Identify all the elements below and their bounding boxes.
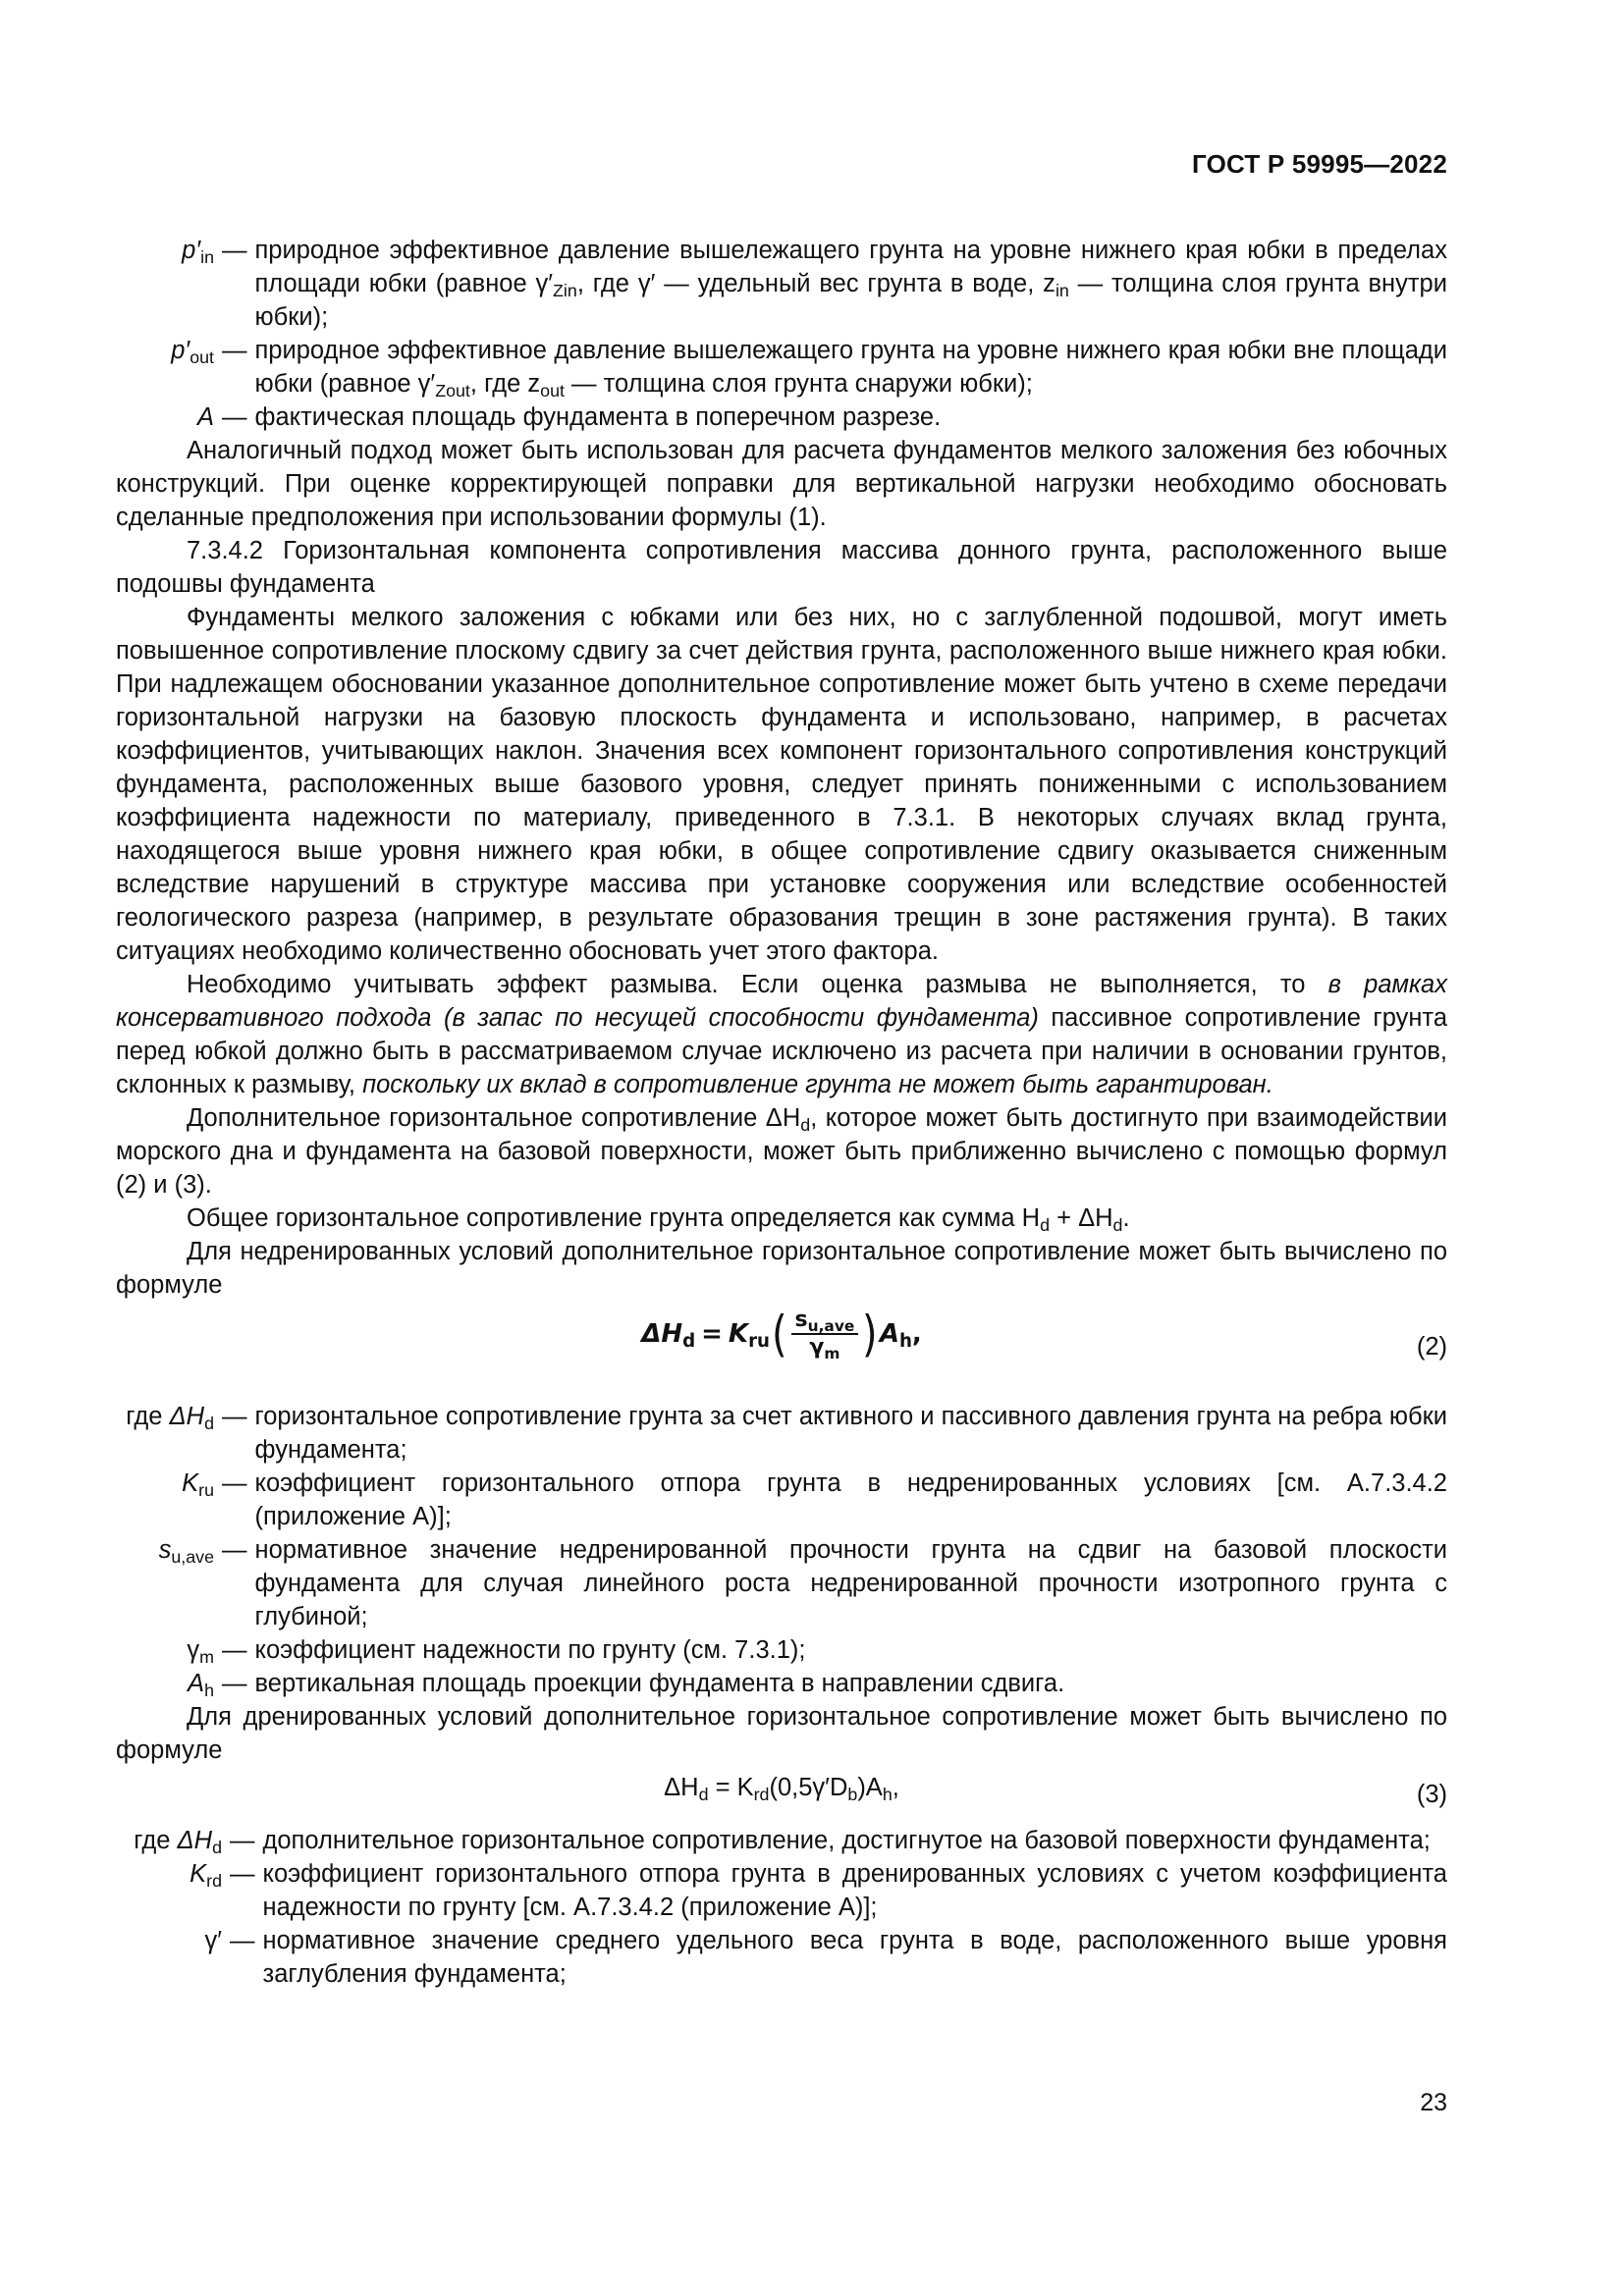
paragraph: Для дренированных условий дополнительное горизонтальное сопротивление может быть вычислено по формуле: [116, 1703, 1447, 1764]
definition-delta-hd: где $\Delta H_d$ — горизонтальное сопротивление грунта за счет активного и пассивного давления грунта на ребра юбки фундамента;: [126, 1403, 1447, 1464]
definition-text: природное эффективное давление вышележащего грунта на уровне нижнего края юбки в пределах площади юбки (равное $\gamma'_{Zin}$, где γ′ — удельный вес грунта в воде, $z_{in}$ — толщина слоя грунта внутри юбки);: [254, 237, 1447, 331]
definition-a: A — фактическая площадь фундамента в поперечном разрезе.: [196, 403, 942, 431]
paragraph: Общее горизонтальное сопротивление грунта определяется как сумма $H_d + \Delta H_d$.: [187, 1204, 1130, 1235]
definition-k-ru: $K_{ru}$ — коэффициент горизонтального отпора грунта в недренированных условиях [см. А.7.3.4.2 (приложение А)];: [182, 1469, 1447, 1530]
section-heading-7-3-4-2: 7.3.4.2 Горизонтальная компонента сопротивления массива донного грунта, расположенного выше подошвы фундамента: [116, 537, 1447, 598]
definition-s-u-ave: $s_{u,ave}$ — нормативное значение недренированной прочности грунта на сдвиг на базовой плоскости фундамента для случая линейного роста недренированной прочности изотропного грунта с глубиной;: [158, 1536, 1447, 1630]
definition-text: природное эффективное давление вышележащего грунта на уровне нижнего края юбки вне площади юбки (равное $\gamma'_{Zout}$, где $z_{out}$ — толщина слоя грунта снаружи юбки);: [254, 337, 1447, 400]
definition-gamma-m: $\gamma_m$ — коэффициент надежности по грунту (см. 7.3.1);: [187, 1636, 806, 1667]
formula-3-number: (3): [1416, 1781, 1447, 1808]
paragraph-scour: Необходимо учитывать эффект размыва. Если оценка размыва не выполняется, то в рамках консервативного подхода (в запас по несущей способности фундамента) пассивное сопротивление грунта перед юбкой должно быть в рассматриваемом случае исключено из расчета при наличии в основании грунтов, склонных к размыву, поскольку их вклад в сопротивление грунта не может быть гарантирован.: [116, 971, 1447, 1098]
formula-3: $\Delta H_d = K_{rd}(0,5\gamma'D_b)A_h$, (3): [116, 1771, 1447, 1818]
document-header: ГОСТ Р 59995—2022: [1192, 149, 1447, 179]
definition-delta-hd-3: где $\Delta H_d$ — дополнительное горизонтальное сопротивление, достигнутое на базовой поверхности фундамента;: [134, 1827, 1431, 1857]
page-number: 23: [1420, 2089, 1447, 2116]
definition-p-in: $p'_{in}$ — природное эффективное давление вышележащего грунта на уровне нижнего края юбки в пределах площади юбки (равное $\gamma'_{Zin}$, где γ′ — удельный вес грунта в воде, $z_{in}$ — толщина слоя грунта внутри юбки);: [116, 234, 1447, 334]
definition-gamma-prime: γ′ — нормативное значение среднего удельного веса грунта в воде, расположенного выше уровня заглубления фундамента;: [204, 1927, 1447, 1988]
definition-p-out: $p'_{out}$ — природное эффективное давление вышележащего грунта на уровне нижнего края юбки вне площади юбки (равное $\gamma'_{Zout}$, где $z_{out}$ — толщина слоя грунта снаружи юбки);: [116, 334, 1447, 400]
definition-k-rd: $K_{rd}$ — коэффициент горизонтального отпора грунта в дренированных условиях с учетом коэффициента надежности по грунту [см. А.7.3.4.2 (приложение А)];: [189, 1860, 1447, 1921]
paragraph: Фундаменты мелкого заложения с юбками или без них, но с заглубленной подошвой, могут иметь повышенное сопротивление плоскому сдвигу за счет действия грунта, расположенного выше нижнего края юбки. При надлежащем обосновании указанное дополнительное сопротивление может быть учтено в схеме передачи горизонтальной нагрузки на базовую плоскость фундамента и использовано, например, в расчетах коэффициентов, учитывающих наклон. Значения всех компонент горизонтального сопротивления конструкций фундамента, расположенных выше базового уровня, следует принять пониженными с использованием коэффициента надежности по материалу, приведенного в 7.3.1. В некоторых случаях вклад грунта, находящегося выше уровня нижнего края юбки, в общее сопротивление сдвигу оказывается сниженным вследствие нарушений в структуре массива при установке сооружения или вследствие особенностей геологического разреза (например, в результате образования трещин в зоне растяжения грунта). В таких ситуациях необходимо количественно обосновать учет этого фактора.: [116, 604, 1447, 965]
paragraph: Для недренированных условий дополнительное горизонтальное сопротивление может быть вычислено по формуле: [116, 1238, 1447, 1299]
formula-2: $\Delta H_d$ = $K_{ru}$ ( $\frac{s_{u,ave}}{\gamma_m}$ ) $A_h$, (2): [641, 1306, 1447, 1362]
formula-2-fraction: $\frac{s_{u,ave}}{\gamma_m}$: [791, 1308, 859, 1361]
paragraph: Дополнительное горизонтальное сопротивление $\Delta H_d$, которое может быть достигнуто при взаимодействии морского дна и фундамента на базовой поверхности, может быть приближенно вычислено с помощью формул (2) и (3).: [116, 1104, 1448, 1199]
paragraph: Аналогичный подход может быть использован для расчета фундаментов мелкого заложения без юбочных конструкций. При оценке корректирующей поправки для вертикальной нагрузки необходимо обосновать сделанные предположения при использовании формулы (1).: [116, 437, 1447, 531]
definition-a-h: $A_h$ — вертикальная площадь проекции фундамента в направлении сдвига.: [188, 1670, 1065, 1700]
document-body: [116, 234, 1447, 1991]
formula-2-number: (2): [1416, 1333, 1447, 1361]
